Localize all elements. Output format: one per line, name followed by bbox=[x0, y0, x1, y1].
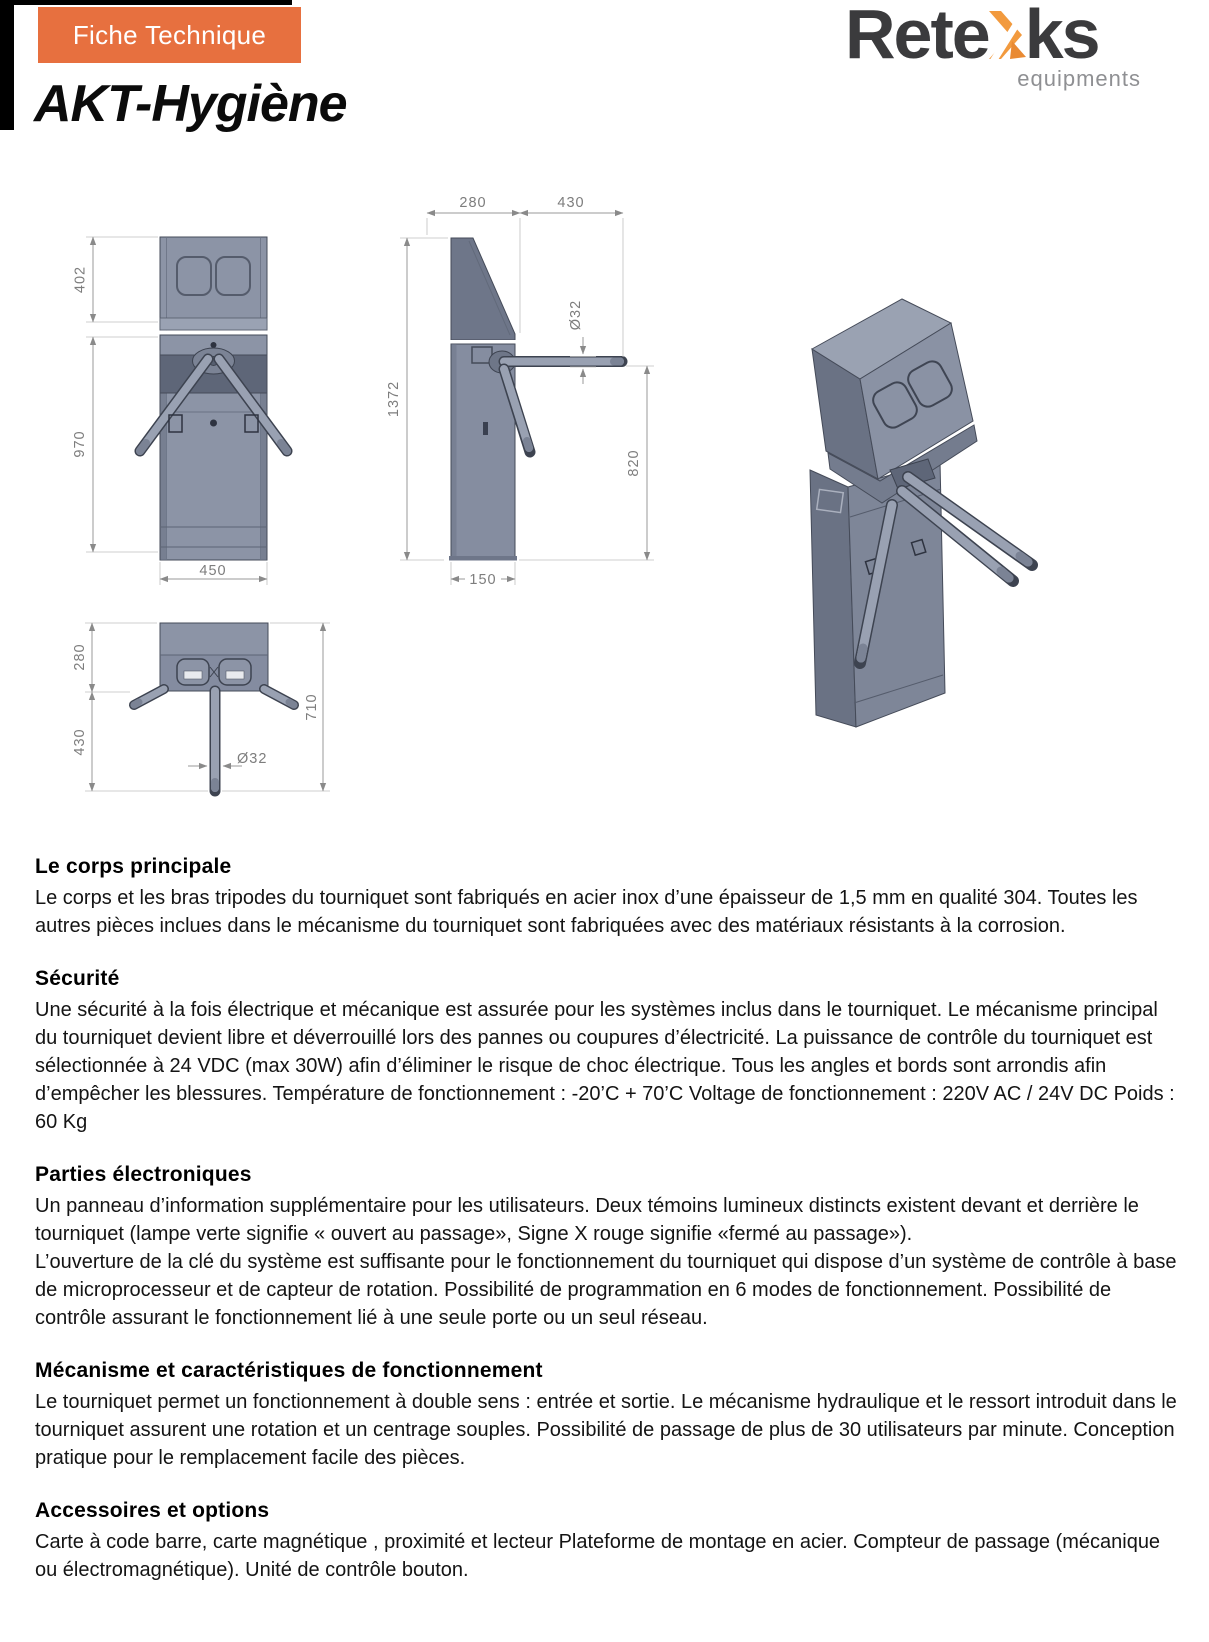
brand-logo-right: ks bbox=[1024, 0, 1099, 73]
section-paragraph: Un panneau d’information supplémentaire pour les utilisateurs. Deux témoins lumineux distincts existent devant et derrière le tourniquet (lampe verte signifie « ouvert au passage», Signe X rouge signifie «fermé au passage»). bbox=[35, 1195, 1139, 1245]
dim-side-total-height: 1372 bbox=[386, 380, 402, 418]
dim-top-total-depth: 710 bbox=[304, 693, 320, 721]
corner-bar-horizontal bbox=[0, 0, 292, 5]
spec-text-sections bbox=[35, 852, 1181, 1608]
section-heading: Sécurité bbox=[35, 967, 120, 990]
section-heading: Accessoires et options bbox=[35, 1499, 270, 1522]
top-view-arms bbox=[134, 689, 294, 791]
section-paragraph: Le corps et les bras tripodes du tourniquet sont fabriqués en acier inox d’une épaisseur de 1,5 mm en qualité 304. Toutes les autres pièces inclues dans le mécanisme du tourniquet sont fabriquées avec des matériaux résistants à la corrosion. bbox=[35, 887, 1138, 937]
section-paragraph: Carte à code barre, carte magnétique , proximité et lecteur Plateforme de montage en acier. Compteur de passage (mécanique ou électromagnétique). Unité de contrôle bouton. bbox=[35, 1531, 1161, 1581]
front-view-body bbox=[140, 237, 287, 560]
dim-side-arm-height: 820 bbox=[626, 449, 642, 477]
side-view-body bbox=[449, 238, 622, 561]
section-paragraph: Une sécurité à la fois électrique et mécanique est assurée pour les systèmes inclus dans le tourniquet. Le mécanisme principal du tourniquet devient libre et déverrouillé lors des pannes ou coupures d’électricité. La puissance de contrôle du tourniquet est sélectionnée à 24 VDC (max 30W) afin d’éliminer le risque de choc électrique. Tous les angles et bords sont arrondis afin d’empêcher les blessures. Température de fonctionnement : -20’C + 70’C Voltage de fonctionnement : 220V AC / 24V DC Poids : 60 Kg bbox=[35, 999, 1175, 1133]
top-view-drawing bbox=[60, 595, 380, 825]
section-heading: Mécanisme et caractéristiques de fonctionnement bbox=[35, 1359, 543, 1382]
perspective-view-drawing bbox=[770, 265, 1070, 735]
section-parties-electroniques bbox=[35, 1160, 1181, 1332]
dim-front-lower-height: 970 bbox=[72, 430, 88, 458]
brand-logo-left: Rete bbox=[845, 0, 989, 73]
section-paragraph: L’ouverture de la clé du système est suffisante pour le fonctionnement du tourniquet qui dispose d’un système de contrôle à base de microprocesseur et de capteur de rotation. Possibilité de programmation en 6 modes de fonctionnement. Possibilité de contrôle assurant le fonctionnement lié à une seule porte ou un seul réseau. bbox=[35, 1251, 1177, 1329]
section-corps-principale bbox=[35, 852, 1181, 940]
dim-top-body-depth: 280 bbox=[72, 643, 88, 671]
front-view-drawing bbox=[60, 185, 350, 595]
section-securite bbox=[35, 964, 1181, 1136]
corner-bar-vertical bbox=[0, 0, 14, 130]
dim-side-head-depth: 280 bbox=[459, 195, 487, 211]
section-mecanisme bbox=[35, 1356, 1181, 1472]
side-view-arms bbox=[504, 362, 622, 453]
top-view-body bbox=[134, 623, 294, 791]
dim-side-arm-length: 430 bbox=[557, 195, 585, 211]
section-heading: Le corps principale bbox=[35, 855, 232, 878]
side-view-drawing bbox=[380, 185, 670, 595]
dim-top-arm-projection: 430 bbox=[72, 728, 88, 756]
section-heading: Parties électroniques bbox=[35, 1163, 252, 1186]
fiche-technique-banner bbox=[38, 7, 301, 63]
section-paragraph: Le tourniquet permet un fonctionnement à double sens : entrée et sortie. Le mécanisme hydraulique et le ressort introduit dans le tourniquet assurent une rotation et un centrage souples. Possibilité de passage de plus de 30 utilisateurs par minute. Conception pratique pour le remplacement facile des pièces. bbox=[35, 1391, 1177, 1469]
page-title: AKT-Hygiène bbox=[34, 75, 347, 133]
dim-side-arm-diameter: Ø32 bbox=[568, 299, 584, 331]
brand-logo-name bbox=[845, 0, 1155, 73]
section-accessoires bbox=[35, 1496, 1181, 1584]
dim-front-top-height: 402 bbox=[72, 265, 89, 294]
dim-side-base-depth: 150 bbox=[469, 572, 497, 588]
logo-arrow-icon bbox=[988, 7, 1028, 65]
brand-logo-tagline: equipments bbox=[1017, 66, 1141, 92]
side-view-dimensions bbox=[400, 213, 654, 585]
brand-logo bbox=[845, 2, 1155, 92]
banner-label: Fiche Technique bbox=[72, 19, 267, 50]
dim-top-arm-diameter: Ø32 bbox=[237, 751, 268, 767]
dim-front-width: 450 bbox=[199, 563, 227, 579]
